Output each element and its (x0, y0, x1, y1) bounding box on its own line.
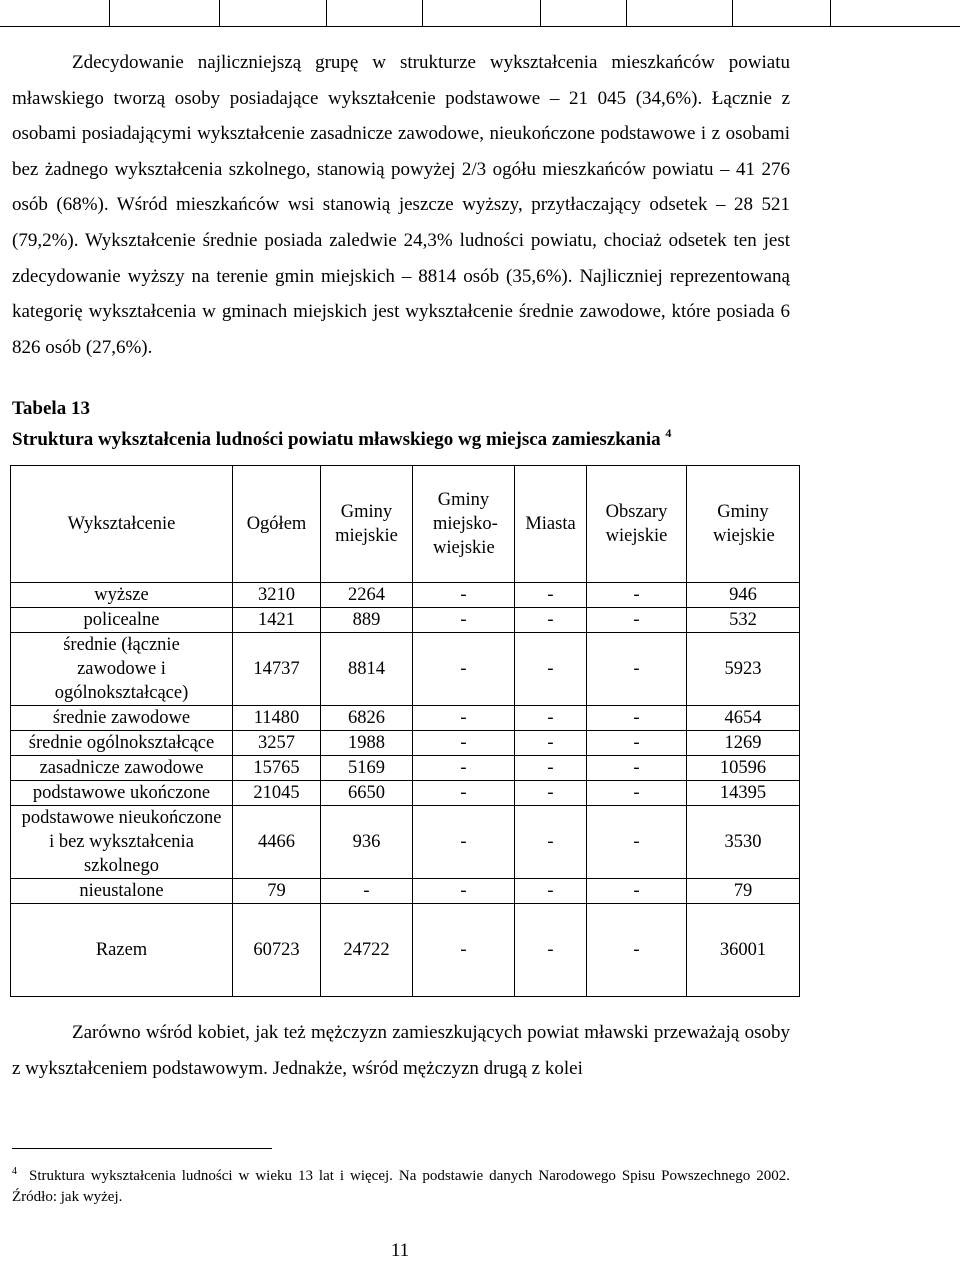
cell-gminy-wiejskie: 1269 (687, 731, 800, 756)
top-grid-cell (733, 0, 831, 26)
header-cell: Gminy miejskie (321, 466, 413, 583)
cell-gminy-miejskie: 6826 (321, 706, 413, 731)
footnote-separator (12, 1148, 272, 1149)
cell-ogolem: 21045 (233, 781, 321, 806)
cell-gminy-miejskie: - (321, 879, 413, 904)
table-title-text: Struktura wykształcenia ludności powiatu mławskiego wg miejsca zamieszkania (12, 429, 661, 450)
cell-gminy-miejsko-wiejskie: - (413, 781, 515, 806)
cell-gminy-miejsko-wiejskie: - (413, 706, 515, 731)
total-gminy-miejsko-wiejskie: - (413, 904, 515, 997)
top-grid-cell (423, 0, 541, 26)
cell-gminy-miejsko-wiejskie: - (413, 879, 515, 904)
table-row (11, 731, 800, 756)
cell-miasta: - (515, 731, 587, 756)
row-label: średnie zawodowe (11, 706, 233, 731)
cell-miasta: - (515, 781, 587, 806)
table-header-row (11, 466, 800, 583)
table-row (11, 608, 800, 633)
intro-paragraph: Zdecydowanie najliczniejszą grupę w strukturze wykształcenia mieszkańców powiatu mławskiego tworzą osoby posiadające wykształcenie podstawowe – 21 045 (34,6%). Łącznie z osobami posiadającymi wykształcenie zasadnicze zawodowe, nieukończone podstawowe i z osobami bez żadnego wykształcenia szkolnego, stanowią powyżej 2/3 ogółu mieszkańców powiatu – 41 276 osób (68%). Wśród mieszkańców wsi stanowią jeszcze wyższy, przytłaczający odsetek – 28 521 (79,2%). Wykształcenie średnie posiada zaledwie 24,3% ludności powiatu, chociaż odsetek ten jest zdecydowanie wyższy na terenie gmin miejskich – 8814 osób (35,6%). Najliczniej reprezentowaną kategorię wykształcenia w gminach miejskich jest wykształcenie średnie zawodowe, które posiada 6 826 osób (27,6%). (12, 52, 790, 358)
header-cell: Gminy wiejskie (687, 466, 800, 583)
cell-ogolem: 4466 (233, 806, 321, 879)
cell-gminy-miejskie: 936 (321, 806, 413, 879)
cell-gminy-wiejskie: 946 (687, 583, 800, 608)
cell-miasta: - (515, 608, 587, 633)
cell-obszary-wiejskie: - (587, 583, 687, 608)
row-label: podstawowe ukończone (11, 781, 233, 806)
cell-obszary-wiejskie: - (587, 879, 687, 904)
row-label: podstawowe nieukończone i bez wykształcenia szkolnego (11, 806, 233, 879)
table-row (11, 706, 800, 731)
header-cell: Miasta (515, 466, 587, 583)
table-label: Tabela 13 (12, 398, 90, 419)
cell-gminy-miejsko-wiejskie: - (413, 731, 515, 756)
cell-obszary-wiejskie: - (587, 781, 687, 806)
cell-ogolem: 11480 (233, 706, 321, 731)
cell-miasta: - (515, 806, 587, 879)
cell-ogolem: 3257 (233, 731, 321, 756)
total-gminy-wiejskie: 36001 (687, 904, 800, 997)
cell-gminy-wiejskie: 3530 (687, 806, 800, 879)
header-cell: Ogółem (233, 466, 321, 583)
cell-gminy-wiejskie: 14395 (687, 781, 800, 806)
table-row (11, 806, 800, 879)
top-grid-cell (831, 0, 960, 26)
header-cell: Obszary wiejskie (587, 466, 687, 583)
row-label: zasadnicze zawodowe (11, 756, 233, 781)
cell-gminy-wiejskie: 532 (687, 608, 800, 633)
row-label: wyższe (11, 583, 233, 608)
table-total-row (11, 904, 800, 997)
cell-gminy-miejskie: 2264 (321, 583, 413, 608)
cell-gminy-miejsko-wiejskie: - (413, 583, 515, 608)
cell-gminy-wiejskie: 10596 (687, 756, 800, 781)
cell-gminy-miejskie: 889 (321, 608, 413, 633)
cell-miasta: - (515, 879, 587, 904)
cell-gminy-miejsko-wiejskie: - (413, 608, 515, 633)
cell-obszary-wiejskie: - (587, 633, 687, 706)
cell-ogolem: 79 (233, 879, 321, 904)
cell-gminy-wiejskie: 79 (687, 879, 800, 904)
cell-obszary-wiejskie: - (587, 608, 687, 633)
footnote (12, 1161, 790, 1208)
top-grid-cell (627, 0, 733, 26)
cell-ogolem: 15765 (233, 756, 321, 781)
closing-paragraph: Zarówno wśród kobiet, jak też mężczyzn zamieszkujących powiat mławski przeważają osoby z wykształceniem podstawowym. Jednakże, wśród mężczyzn drugą z kolei (12, 1022, 790, 1079)
footnote-marker: 4 (665, 426, 672, 440)
page-number: 11 (390, 1240, 410, 1261)
total-label: Razem (11, 904, 233, 997)
cell-obszary-wiejskie: - (587, 731, 687, 756)
total-obszary-wiejskie: - (587, 904, 687, 997)
top-grid-cell (110, 0, 220, 26)
table-row (11, 633, 800, 706)
row-label: średnie (łącznie zawodowe i ogólnokształcące) (11, 633, 233, 706)
total-ogolem: 60723 (233, 904, 321, 997)
top-grid-strip (0, 0, 960, 27)
header-cell: Gminy miejsko-wiejskie (413, 466, 515, 583)
footnote-text: Struktura wykształcenia ludności w wieku 13 lat i więcej. Na podstawie danych Narodowego Spisu Powszechnego 2002. Źródło: jak wyżej. (12, 1168, 790, 1205)
cell-miasta: - (515, 706, 587, 731)
cell-gminy-wiejskie: 5923 (687, 633, 800, 706)
cell-obszary-wiejskie: - (587, 706, 687, 731)
header-cell: Wykształcenie (11, 466, 233, 583)
cell-obszary-wiejskie: - (587, 806, 687, 879)
cell-ogolem: 3210 (233, 583, 321, 608)
cell-gminy-wiejskie: 4654 (687, 706, 800, 731)
cell-gminy-miejskie: 8814 (321, 633, 413, 706)
row-label: nieustalone (11, 879, 233, 904)
row-label: średnie ogólnokształcące (11, 731, 233, 756)
cell-ogolem: 1421 (233, 608, 321, 633)
cell-miasta: - (515, 583, 587, 608)
table-row (11, 879, 800, 904)
cell-miasta: - (515, 756, 587, 781)
total-gminy-miejskie: 24722 (321, 904, 413, 997)
table-row (11, 583, 800, 608)
table-row (11, 781, 800, 806)
cell-miasta: - (515, 633, 587, 706)
total-miasta: - (515, 904, 587, 997)
top-grid-cell (541, 0, 627, 26)
cell-gminy-miejsko-wiejskie: - (413, 633, 515, 706)
footnote-number: 4 (12, 1166, 17, 1177)
cell-gminy-miejsko-wiejskie: - (413, 806, 515, 879)
cell-gminy-miejskie: 5169 (321, 756, 413, 781)
row-label: policealne (11, 608, 233, 633)
top-grid-cell (220, 0, 327, 26)
table-row (11, 756, 800, 781)
cell-gminy-miejsko-wiejskie: - (413, 756, 515, 781)
top-grid-cell (0, 0, 110, 26)
cell-gminy-miejskie: 1988 (321, 731, 413, 756)
education-table (10, 465, 800, 997)
table-title (12, 421, 671, 452)
cell-ogolem: 14737 (233, 633, 321, 706)
cell-gminy-miejskie: 6650 (321, 781, 413, 806)
top-grid-cell (327, 0, 423, 26)
cell-obszary-wiejskie: - (587, 756, 687, 781)
